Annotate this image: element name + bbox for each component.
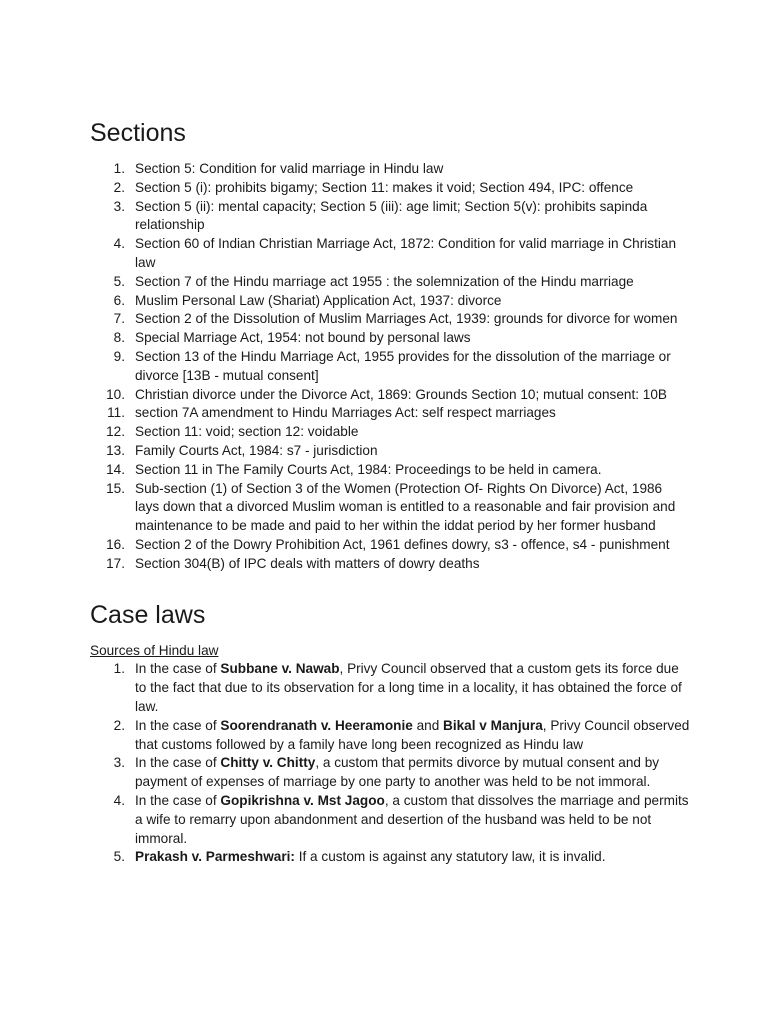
case-text: , Privy Council observed that customs followed by a family have long been recognized as Hindu law (135, 717, 690, 752)
section-list-item (90, 310, 690, 329)
section-text: Sub-section (1) of Section 3 of the Women (Protection Of- Rights On Divorce) Act, 1986 lays down that a divorced Muslim woman is entitled to a reasonable and fair provision and maintenance to be made and paid to her within the iddat period by her former husband (135, 480, 676, 534)
list-number: 3. (113, 755, 125, 771)
case-law-item (90, 792, 690, 848)
list-number: 8. (113, 330, 125, 346)
case-name: Bikal v Manjura (443, 717, 543, 733)
section-text: Section 7 of the Hindu marriage act 1955 : the solemnization of the Hindu marriage (135, 273, 634, 289)
case-text: In the case of (135, 717, 221, 733)
section-text: section 7A amendment to Hindu Marriages Act: self respect marriages (135, 405, 556, 421)
section-text: Special Marriage Act, 1954: not bound by personal laws (135, 330, 471, 346)
list-number: 5. (113, 273, 125, 289)
sections-list (90, 160, 690, 574)
section-text: Section 5 (ii): mental capacity; Section 5 (iii): age limit; Section 5(v): prohibits sapinda relationship (135, 198, 648, 233)
list-number: 12. (106, 424, 125, 440)
section-list-item (90, 442, 690, 461)
section-list-item (90, 404, 690, 423)
list-number: 9. (113, 348, 125, 364)
list-number: 1. (113, 161, 125, 176)
section-list-item (90, 423, 690, 442)
case-text: , Privy Council observed that a custom gets its force due to the fact that due to its observation for a long time in a locality, it has obtained the force of law. (135, 661, 682, 714)
list-number: 3. (113, 198, 125, 214)
section-text: Section 5 (i): prohibits bigamy; Section 11: makes it void; Section 494, IPC: offence (135, 179, 634, 195)
case-text: and (412, 717, 444, 733)
case-text: In the case of (135, 755, 221, 771)
section-list-item (90, 179, 690, 198)
case-name: Chitty v. Chitty (220, 755, 316, 771)
section-list-item (90, 329, 690, 348)
list-number: 4. (113, 236, 125, 252)
list-number: 7. (113, 311, 125, 327)
section-text: Muslim Personal Law (Shariat) Application Act, 1937: divorce (135, 292, 502, 308)
section-list-item (90, 273, 690, 292)
section-text: Section 2 of the Dissolution of Muslim Marriages Act, 1939: grounds for divorce for women (135, 311, 678, 327)
section-text: Section 60 of Indian Christian Marriage Act, 1872: Condition for valid marriage in Christian law (135, 236, 677, 270)
case-laws-heading: Case laws (90, 600, 206, 629)
case-text: In the case of (135, 661, 221, 677)
section-text: Section 11: void; section 12: voidable (135, 424, 359, 440)
list-number: 16. (106, 536, 125, 552)
list-number: 5. (113, 849, 125, 865)
case-text: If a custom is against any statutory law, it is invalid. (294, 849, 606, 865)
case-text: , a custom that permits divorce by mutual consent and by payment of expenses of marriage by one party to another was held to be not immoral. (135, 755, 660, 790)
section-text: Family Courts Act, 1984: s7 - jurisdiction (135, 442, 378, 458)
case-law-item (90, 848, 690, 867)
list-number: 14. (106, 461, 125, 477)
section-text: Section 5: Condition for valid marriage in Hindu law (135, 161, 444, 176)
section-text: Christian divorce under the Divorce Act, 1869: Grounds Section 10; mutual consent: 10B (135, 386, 667, 402)
section-list-item (90, 292, 690, 311)
list-number: 2. (113, 179, 125, 195)
list-number: 17. (106, 555, 125, 571)
sources-of-hindu-law-heading: Sources of Hindu law (90, 642, 219, 658)
case-name: Gopikrishna v. Mst Jagoo (220, 792, 385, 808)
section-list-item (90, 348, 690, 386)
list-number: 13. (106, 442, 125, 458)
case-text: , a custom that dissolves the marriage and permits a wife to remarry upon abandonment and desertion of the husband was held to be not immoral. (135, 792, 689, 846)
case-name: Soorendranath v. Heeramonie (220, 717, 413, 733)
list-number: 11. (107, 405, 125, 421)
section-list-item (90, 555, 690, 574)
section-list-item (90, 461, 690, 480)
section-list-item (90, 160, 690, 179)
list-number: 6. (113, 292, 125, 308)
case-text: In the case of (135, 792, 221, 808)
list-number: 2. (113, 717, 125, 733)
list-number: 4. (113, 792, 125, 808)
section-list-item (90, 536, 690, 555)
section-text: Section 304(B) of IPC deals with matters of dowry deaths (135, 555, 480, 571)
section-list-item (90, 386, 690, 405)
sections-heading: Sections (90, 119, 186, 147)
case-law-item (90, 717, 690, 755)
list-number: 1. (113, 661, 125, 677)
section-list-item (90, 235, 690, 273)
case-law-item (90, 660, 690, 716)
case-name: Prakash v. Parmeshwari: (135, 849, 295, 865)
case-laws-list (90, 660, 690, 867)
section-list-item (90, 198, 690, 236)
section-list-item (90, 480, 690, 536)
list-number: 10. (106, 386, 125, 402)
document-page (90, 118, 690, 867)
case-name: Subbane v. Nawab (220, 661, 340, 677)
section-text: Section 13 of the Hindu Marriage Act, 1955 provides for the dissolution of the marriage or divorce [13B - mutual consent] (135, 348, 671, 383)
list-number: 15. (106, 480, 125, 496)
case-law-item (90, 754, 690, 792)
section-text: Section 11 in The Family Courts Act, 1984: Proceedings to be held in camera. (135, 461, 602, 477)
section-text: Section 2 of the Dowry Prohibition Act, 1961 defines dowry, s3 - offence, s4 - punishment (135, 536, 670, 552)
